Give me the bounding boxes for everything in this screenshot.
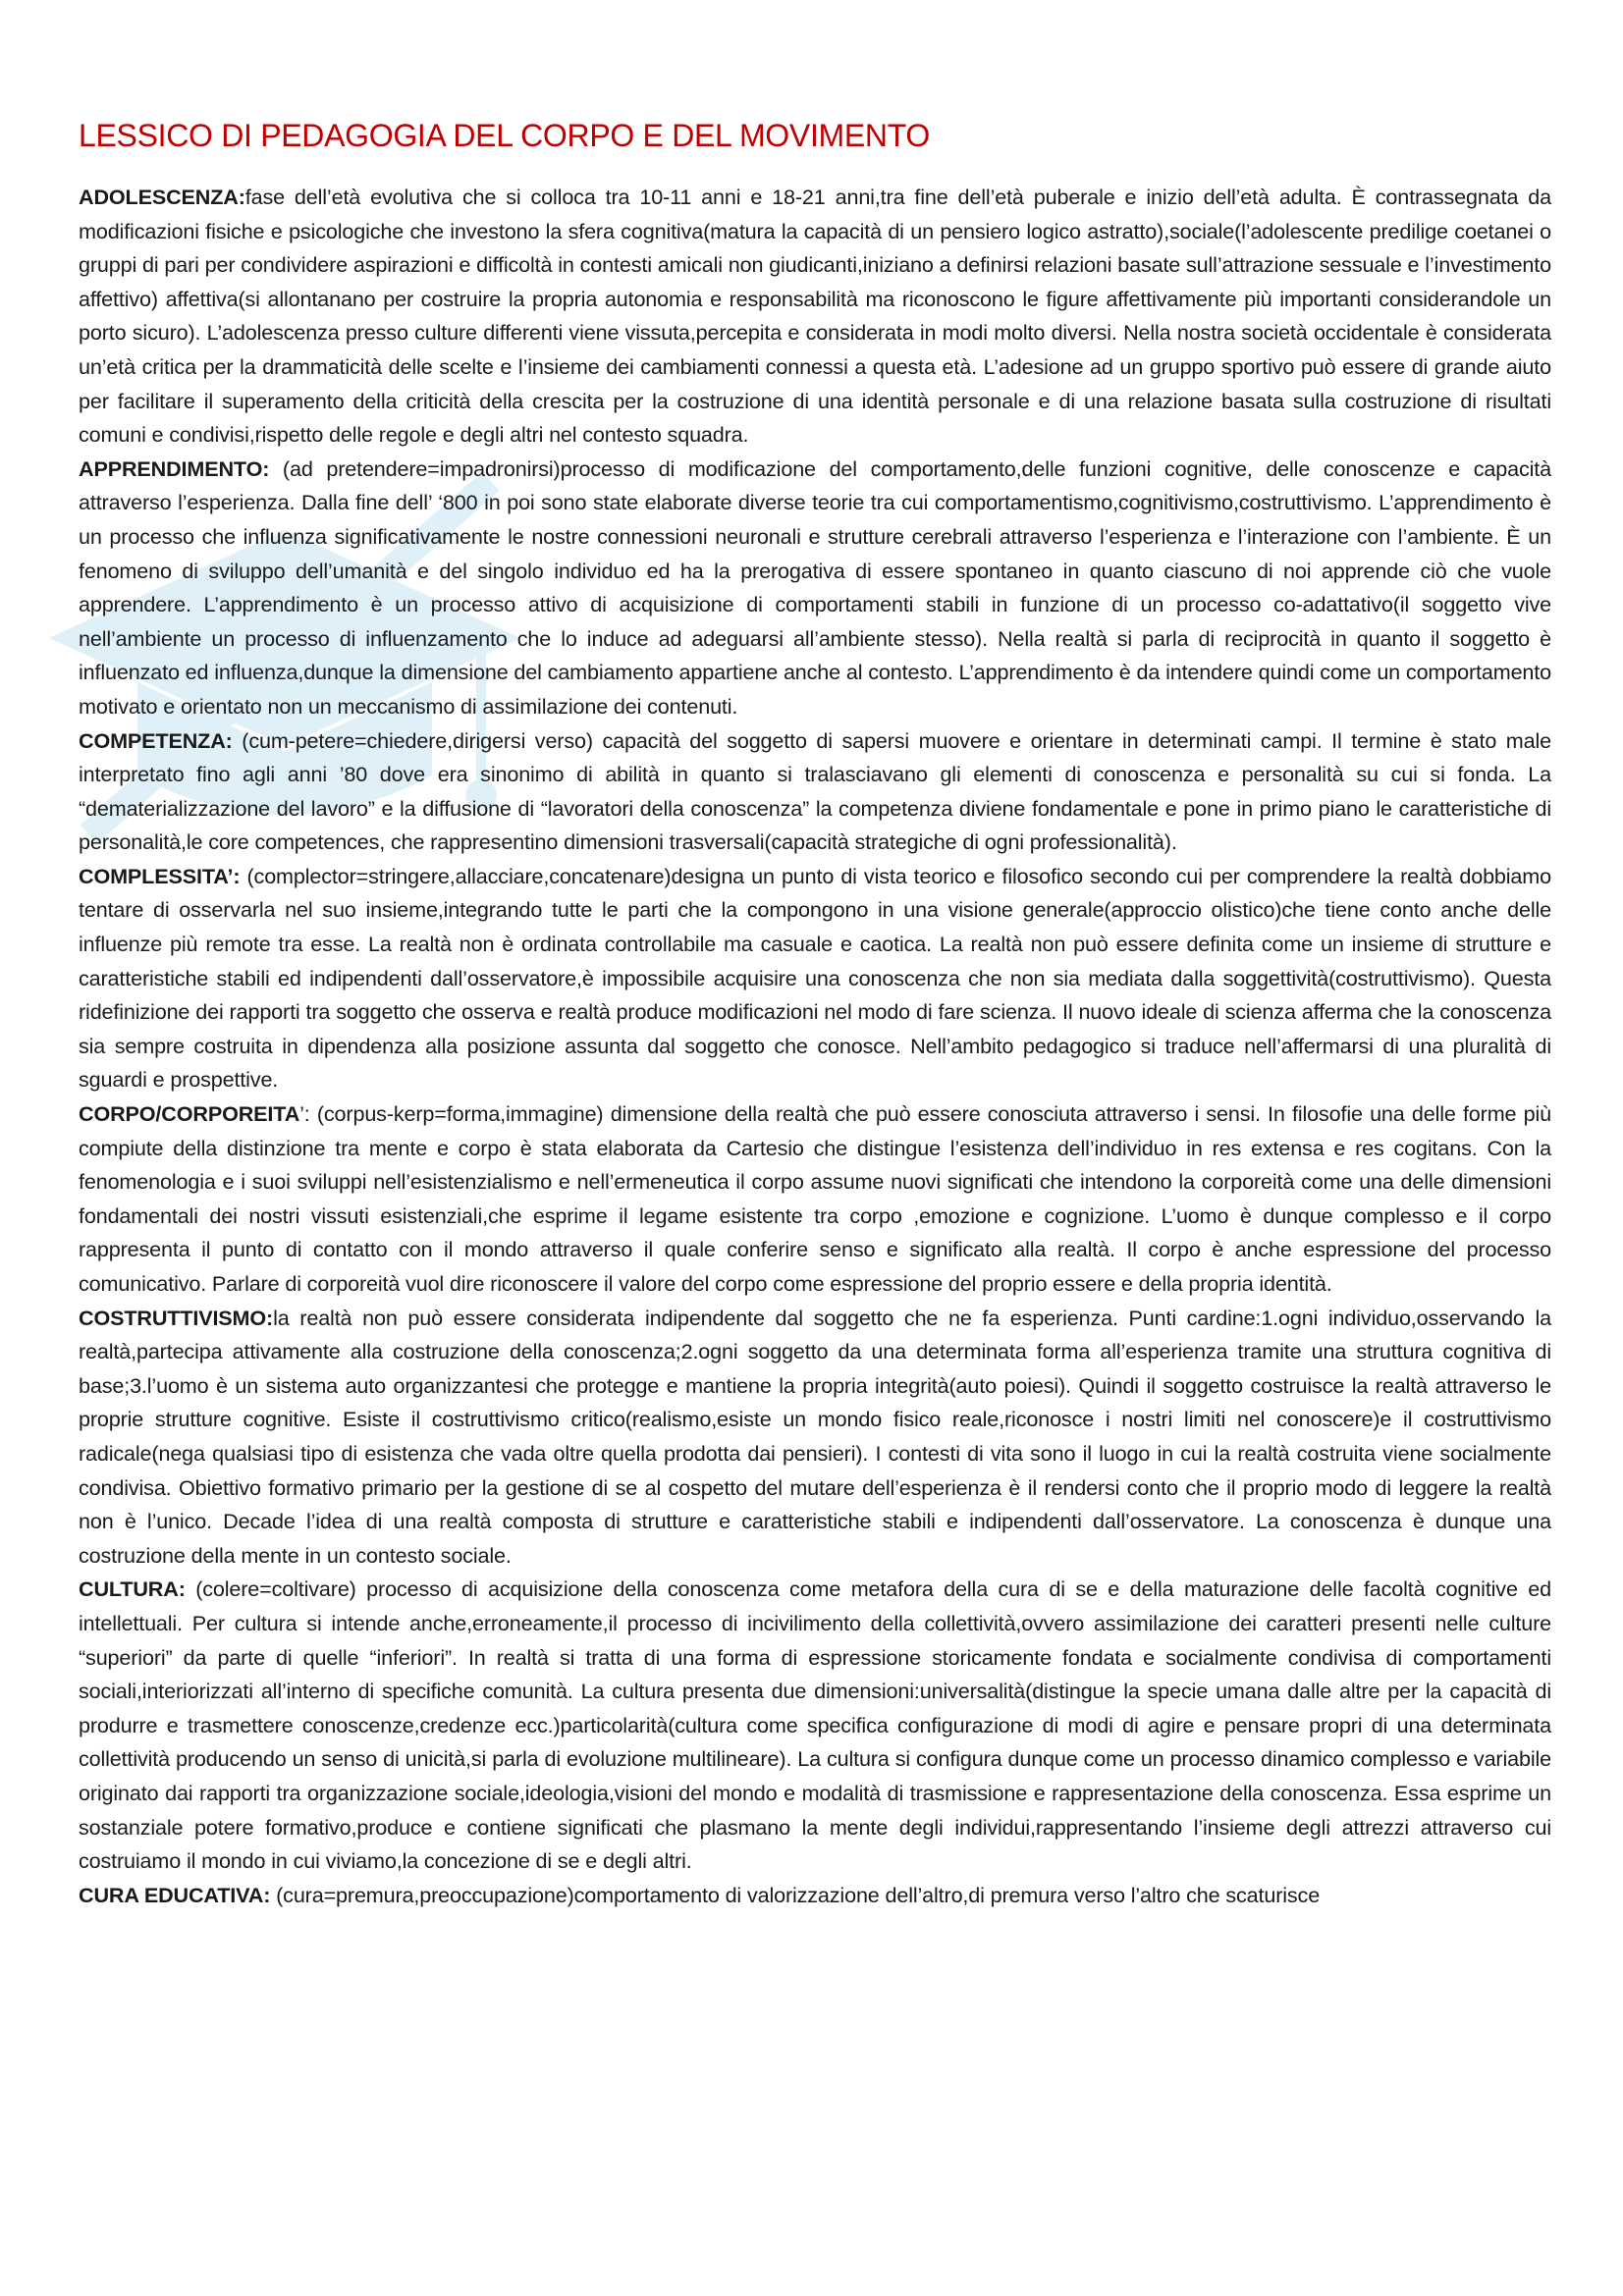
entry-costruttivismo (79, 1302, 1551, 1574)
entry-complessita (79, 860, 1551, 1097)
entry-text: (colere=coltivare) processo di acquisizione della conoscenza come metafora della cura di se e della maturazione delle facoltà cognitive ed intellettuali. Per cultura si intende anche,erroneamente,il processo di incivilimento della collettività,ovvero assimilazione dei caratteri presenti nelle culture “superiori” da parte di quelle “inferiori”. In realtà si tratta di una forma di espressione storicamente fondata e socialmente condivisa di comportamenti sociali,interiorizzati all’interno di specifiche comunità. La cultura presenta due dimensioni:universalità(distingue la specie umana dalle altre per la capacità di produrre e trasmettere conoscenze,credenze ecc.)particolarità(cultura come specifica configurazione di modi di agire e pensare propri di una determinata collettività producendo un senso di unicità,si parla di evoluzione multilineare). La cultura si configura dunque come un processo dinamico complesso e variabile originato dai rapporti tra organizzazione sociale,ideologia,visioni del mondo e modalità di trasmissione e rappresentazione della conoscenza. Essa esprime un sostanziale potere formativo,produce e contiene significati che plasmano la mente degli individui,rappresentando l’insieme degli attrezzi attraverso cui costruiamo il mondo in cui viviamo,la concezione di se e degli altri. (79, 1576, 1551, 1874)
entry-term: ADOLESCENZA: (79, 185, 245, 209)
entry-competenza (79, 724, 1551, 860)
entry-text: ’: (corpus-kerp=forma,immagine) dimensione della realtà che può essere conosciuta attraverso i sensi. In filosofie una delle forme più compiute della distinzione tra mente e corpo è stata elaborata da Cartesio che distingue l’esistenza dell’individuo in res extensa e res cogitans. Con la fenomenologia e i suoi sviluppi nell’esistenzialismo e nell’ermeneutica il corpo assume nuovi significati che intendono la corporeità come una delle dimensioni fondamentali dei nostri vissuti esistenziali,che esprime il legame esistente tra corpo ,emozione e cognizione. L’uomo è dunque complesso e il corpo rappresenta il punto di contatto con il mondo attraverso il quale conferire senso e significato alla realtà. Il corpo è anche espressione del processo comunicativo. Parlare di corporeità vuol dire riconoscere il valore del corpo come espressione del proprio essere e della propria identità. (79, 1101, 1551, 1296)
entry-apprendimento (79, 453, 1551, 724)
document-title: LESSICO DI PEDAGOGIA DEL CORPO E DEL MOVIMENTO (79, 118, 930, 153)
entry-term: CURA EDUCATIVA: (79, 1882, 271, 1907)
entry-text: fase dell’età evolutiva che si colloca tra 10-11 anni e 18-21 anni,tra fine dell’età puberale e inizio dell’età adulta. È contrassegnata da modificazioni fisiche e psicologiche che investono la sfera cognitiva(matura la capacità di un pensiero logico astratto),sociale(l’adolescente predilige coetanei o gruppi di pari per condividere aspirazioni e difficoltà in contesti amicali non giudicanti,iniziano a definirsi relazioni basate sull’attrazione sessuale e l’investimento affettivo) affettiva(si allontanano per costruire la propria autonomia e responsabilità ma riconoscono le figure affettivamente più importanti considerandole un porto sicuro). L’adolescenza presso culture differenti viene vissuta,percepita e considerata in modi molto diversi. Nella nostra società occidentale è considerata un’età critica per la drammaticità delle scelte e l’insieme dei cambiamenti connessi a questa età. L’adesione ad un gruppo sportivo può essere di grande aiuto per facilitare il superamento della criticità della crescita per la costruzione di una identità personale e di una relazione basata sulla costruzione di risultati comuni e condivisi,rispetto delle regole e degli altri nel contesto squadra. (79, 185, 1551, 448)
entry-term: CORPO/CORPOREITA (79, 1101, 300, 1127)
entry-text: la realtà non può essere considerata indipendente dal soggetto che ne fa esperienza. Punti cardine:1.ogni individuo,osservando la realtà,partecipa attivamente alla costruzione della conoscenza;2.ogni soggetto da una determinata forma all’esperienza tramite una struttura cognitiva di base;3.l’uomo è un sistema auto organizzantesi che protegge e mantiene la propria integrità(auto poiesi). Quindi il soggetto costruisce la realtà attraverso le proprie strutture cognitive. Esiste il costruttivismo critico(realismo,esiste un mondo fisico reale,riconosce i nostri limiti nel conoscere)e il costruttivismo radicale(nega qualsiasi tipo di esistenza che vada oltre quella prodotta dai pensieri). I contesti di vita sono il luogo in cui la realtà costruita viene socialmente condivisa. Obiettivo formativo primario per la gestione di se al cospetto del mutare dell’esperienza è il rendersi conto che il proprio modo di leggere la realtà non è l’unico. Decade l’idea di una realtà composta di strutture e caratteristiche stabili e indipendenti dall’osservatore. La conoscenza è dunque una costruzione della mente in un contesto sociale. (79, 1305, 1551, 1568)
entry-term: COSTRUTTIVISMO: (79, 1305, 274, 1330)
entry-cura-educativa (79, 1879, 1551, 1913)
entry-term: COMPETENZA: (79, 727, 233, 753)
entry-text: (cura=premura,preoccupazione)comportamento di valorizzazione dell’altro,di premura verso l’altro che scaturisce (270, 1882, 1321, 1907)
entry-text: (cum-petere=chiedere,dirigersi verso) capacità del soggetto di sapersi muovere e orientare in determinati campi. Il termine è stato male interpretato fino agli anni ’80 dove era sinonimo di abilità in quanto si tralasciavano gli elementi di conoscenza e personalità su cui si fonda. La “dematerializzazione del lavoro” e la diffusione di “lavoratori della conoscenza” la competenza diviene fondamentale e pone in primo piano le caratteristiche di personalità,le core competences, che rappresentino dimensioni trasversali(capacità strategiche di ogni professionalità). (79, 727, 1551, 855)
entry-adolescenza (79, 181, 1551, 453)
entry-term: COMPLESSITA’: (79, 863, 241, 888)
entry-text: (complector=stringere,allacciare,concatenare)designa un punto di vista teorico e filosofico secondo cui per comprendere la realtà dobbiamo tentare di osservarla nel suo insieme,integrando tutte le parti che la compongono in una visione generale(approccio olistico)che tiene conto anche delle influenze più remote tra esse. La realtà non è ordinata controllabile ma casuale e caotica. La realtà non può essere definita come un insieme di strutture e caratteristiche stabili ed indipendenti dall’osservatore,è impossibile acquisire una conoscenza che non sia mediata dalla soggettività(costruttivismo). Questa ridefinizione dei rapporti tra soggetto che osserva e realtà produce modificazioni nel modo di fare scienza. Il nuovo ideale di scienza afferma che la conoscenza sia sempre costruita in dipendenza alla posizione assunta dal soggetto che conosce. Nell’ambito pedagogico si traduce nell’affermarsi di una pluralità di sguardi e prospettive. (79, 863, 1551, 1093)
entry-cultura (79, 1573, 1551, 1878)
entry-term: CULTURA: (79, 1576, 186, 1602)
entry-corporeita (79, 1097, 1551, 1302)
document-page (79, 116, 1551, 1912)
entry-text: (ad pretendere=impadronirsi)processo di modificazione del comportamento,delle funzioni cognitive, delle conoscenze e capacità attraverso l’esperienza. Dalla fine dell’ ‘800 in poi sono state elaborate diverse teorie tra cui comportamentismo,cognitivismo,costruttivismo. L’apprendimento è un processo che influenza significativamente le nostre connessioni neuronali e strutture cerebrali attraverso l’esperienza e l’interazione con l’ambiente. È un fenomeno di sviluppo dell’umanità e del singolo individuo ed ha la prerogativa di essere spontaneo in quanto ciascuno di noi apprende ciò che vuole apprendere. L’apprendimento è un processo attivo di acquisizione di comportamenti stabili in funzione di un processo co-adattativo(il soggetto vive nell’ambiente un processo di influenzamento che lo induce ad adeguarsi all’ambiente stesso). Nella realtà si parla di reciprocità in quanto il soggetto è influenzato ed influenza,dunque la dimensione del cambiamento appartiene anche al contesto. L’apprendimento è da intendere quindi come un comportamento motivato e orientato non un meccanismo di assimilazione dei contenuti. (79, 455, 1551, 719)
entry-term: APPRENDIMENTO: (79, 455, 270, 481)
